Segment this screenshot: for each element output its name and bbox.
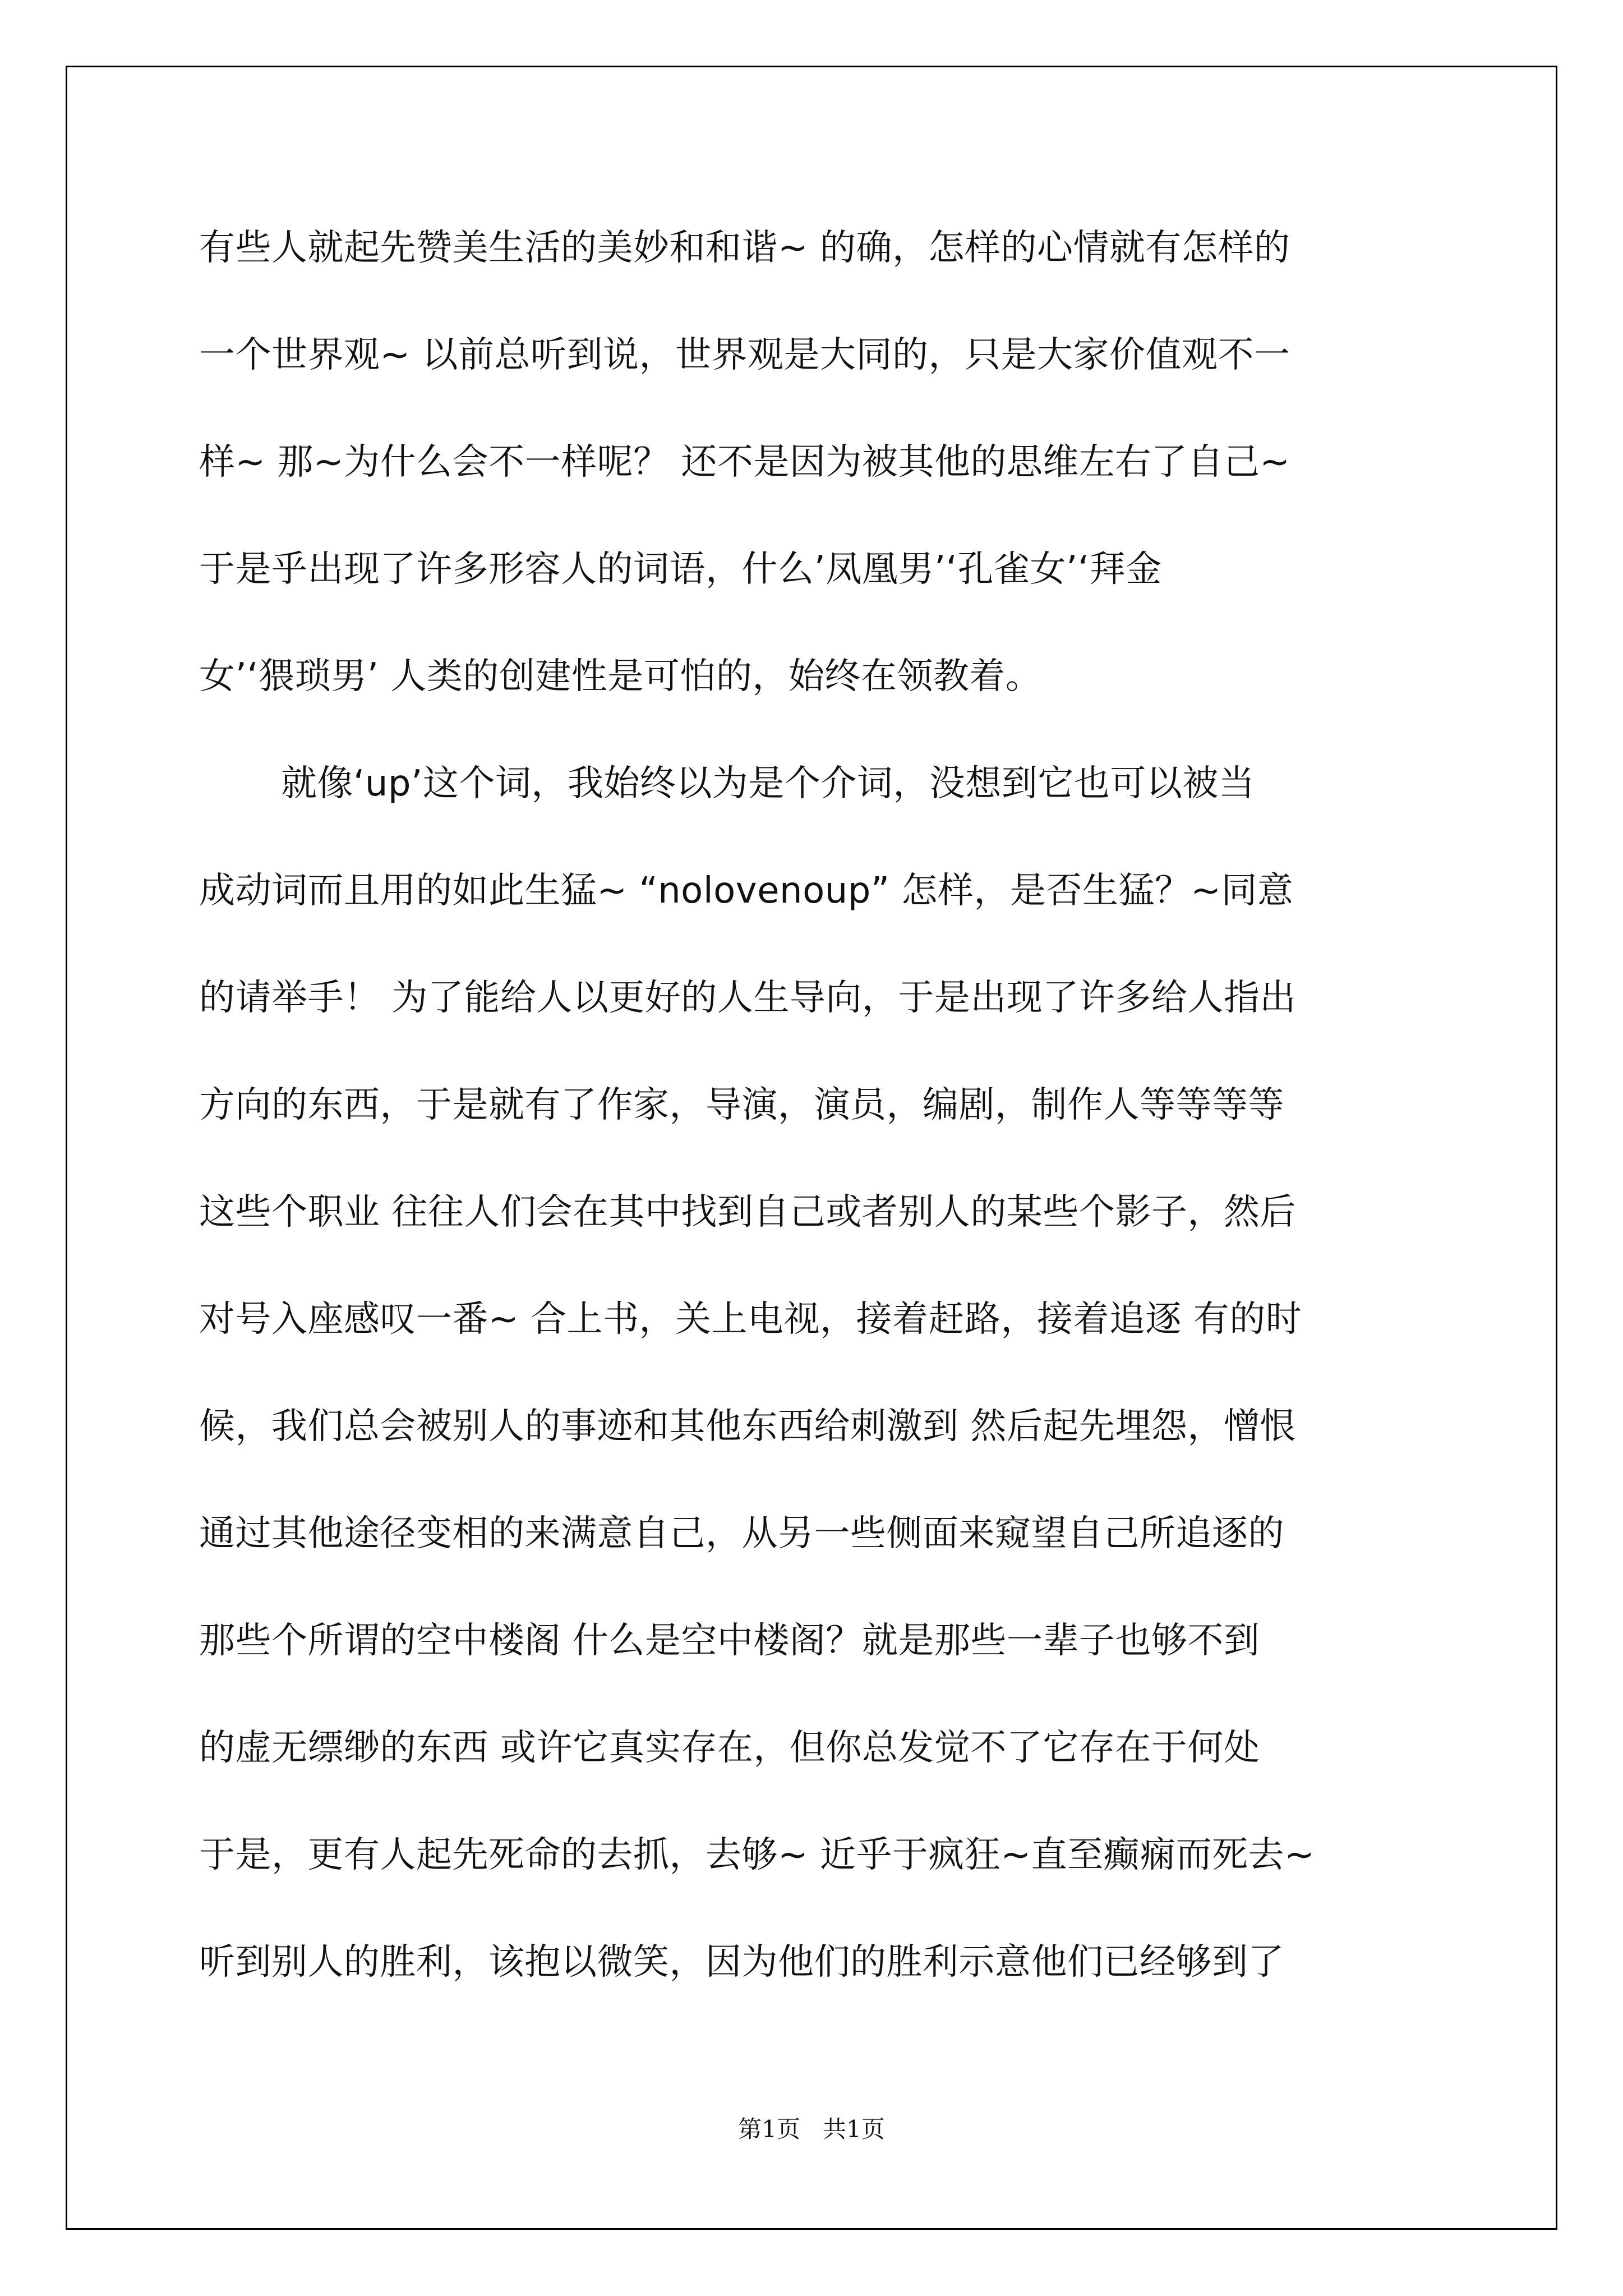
text-line: 的请举手！ 为了能给人以更好的人生导向，于是出现了许多给人指出 <box>199 977 1296 1019</box>
text-line: 于是，更有人起先死命的去抓，去够~ 近乎于疯狂~直至癫痫而死去~ <box>199 1834 1315 1876</box>
text-line: 成动词而且用的如此生猛~ “nolovenoup” 怎样，是否生猛？~同意 <box>199 870 1294 912</box>
text-line: 样~ 那~为什么会不一样呢？ 还不是因为被其他的思维左右了自己~ <box>199 441 1290 483</box>
page-number: 第1页 <box>738 2115 800 2143</box>
text-line: 女’‘猥琐男’ 人类的创建性是可怕的，始终在领教着。 <box>199 656 1042 697</box>
text-line-paragraph-start: 就像‘up’这个词，我始终以为是个介词，没想到它也可以被当 <box>281 763 1255 804</box>
text-line: 的虚无缥缈的东西 或许它真实存在，但你总发觉不了它存在于何处 <box>199 1727 1260 1769</box>
text-line: 听到别人的胜利，该抱以微笑，因为他们的胜利示意他们已经够到了 <box>199 1941 1284 1983</box>
text-line: 候，我们总会被别人的事迹和其他东西给刺激到 然后起先埋怨，憎恨 <box>199 1406 1296 1447</box>
page-total: 共1页 <box>823 2115 885 2143</box>
text-line: 这些个职业 往往人们会在其中找到自己或者别人的某些个影子，然后 <box>199 1191 1296 1233</box>
page-footer <box>0 2114 1623 2145</box>
text-line: 方向的东西，于是就有了作家，导演，演员，编剧，制作人等等等等 <box>199 1084 1284 1126</box>
text-line: 一个世界观~ 以前总听到说，世界观是大同的，只是大家价值观不一 <box>199 334 1290 376</box>
text-line: 于是乎出现了许多形容人的词语，什么’凤凰男’‘孔雀女’‘拜金 <box>199 549 1162 590</box>
text-line: 有些人就起先赞美生活的美妙和和谐~ 的确，怎样的心情就有怎样的 <box>199 227 1290 269</box>
text-line: 那些个所谓的空中楼阁 什么是空中楼阁？就是那些一辈子也够不到 <box>199 1620 1260 1662</box>
text-line: 通过其他途径变相的来满意自己，从另一些侧面来窥望自己所追逐的 <box>199 1513 1284 1554</box>
document-body <box>199 211 1433 2033</box>
text-line: 对号入座感叹一番~ 合上书，关上电视，接着赶路，接着追逐 有的时 <box>199 1299 1302 1340</box>
